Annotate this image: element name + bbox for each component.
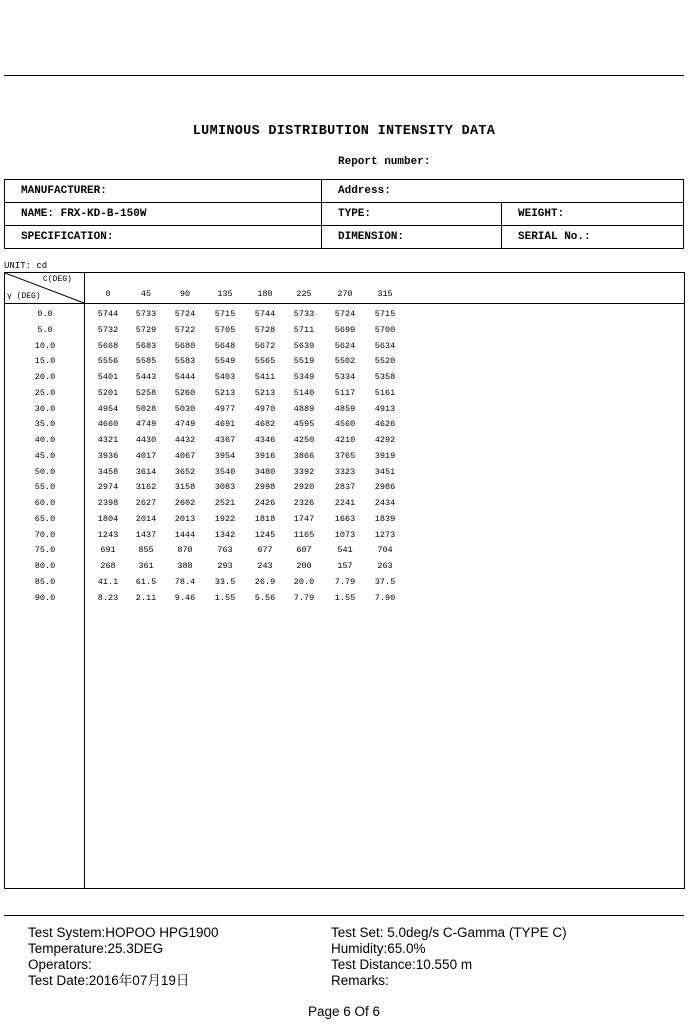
intensity-cell: 5711 (293, 324, 315, 335)
intensity-cell: 78.4 (174, 576, 196, 587)
intensity-cell: 3919 (374, 450, 396, 461)
intensity-cell: 7.79 (334, 576, 356, 587)
gamma-angle-cell: 0.0 (37, 309, 53, 319)
address-field: Address: (322, 180, 684, 203)
grid-divider-vertical (84, 273, 85, 888)
intensity-cell: 5733 (135, 309, 157, 319)
intensity-cell: 1342 (214, 529, 236, 540)
intensity-cell: 2521 (214, 498, 236, 508)
gamma-angle-cell: 65.0 (34, 513, 56, 524)
intensity-cell: 4970 (254, 403, 276, 414)
intensity-cell: 5732 (97, 324, 119, 335)
intensity-cell: 4595 (293, 419, 315, 430)
intensity-cell: 5724 (174, 309, 196, 319)
intensity-cell: 4859 (334, 403, 356, 414)
intensity-cell: 691 (100, 545, 116, 556)
c-angle-header: 180 (257, 289, 273, 299)
intensity-cell: 2013 (174, 513, 196, 524)
intensity-cell: 5715 (374, 309, 396, 319)
c-angle-header: 225 (296, 289, 312, 299)
intensity-cell: 5729 (135, 324, 157, 335)
gamma-angle-cell: 15.0 (34, 356, 56, 367)
intensity-cell: 704 (377, 545, 393, 556)
intensity-cell: 5334 (334, 372, 356, 382)
intensity-cell: 361 (138, 561, 154, 571)
intensity-cell: 1922 (214, 513, 236, 524)
intensity-cell: 4913 (374, 403, 396, 414)
intensity-cell: 4977 (214, 403, 236, 414)
c-angle-header: 270 (337, 289, 353, 299)
grid-divider-horizontal (5, 303, 684, 304)
intensity-cell: 5349 (293, 372, 315, 382)
gamma-angle-cell: 55.0 (34, 482, 56, 493)
intensity-cell: 5585 (135, 356, 157, 367)
intensity-cell: 5705 (214, 324, 236, 335)
intensity-cell: 2241 (334, 498, 356, 508)
intensity-cell: 5634 (374, 340, 396, 351)
gamma-angle-cell: 40.0 (34, 435, 56, 445)
intensity-cell: 3916 (254, 450, 276, 461)
intensity-cell: 2326 (293, 498, 315, 508)
intensity-cell: 61.5 (135, 576, 157, 587)
report-number: Report number: (338, 156, 431, 168)
intensity-cell: 5519 (293, 356, 315, 367)
gamma-angle-cell: 50.0 (34, 466, 56, 477)
intensity-cell: 293 (217, 561, 233, 571)
intensity-cell: 3458 (97, 466, 119, 477)
page-number: Page 6 Of 6 (307, 1004, 381, 1019)
intensity-cell: 5140 (293, 387, 315, 398)
intensity-cell: 5672 (254, 340, 276, 351)
intensity-cell: 4560 (334, 419, 356, 430)
intensity-cell: 3765 (334, 450, 356, 461)
intensity-cell: 4292 (374, 435, 396, 445)
manufacturer-field: MANUFACTURER: (5, 180, 322, 203)
intensity-cell: 4749 (135, 419, 157, 430)
intensity-cell: 855 (138, 545, 154, 556)
intensity-cell: 5565 (254, 356, 276, 367)
intensity-cell: 4367 (214, 435, 236, 445)
intensity-cell: 2014 (135, 513, 157, 524)
test-distance: Test Distance:10.550 m (331, 957, 473, 972)
weight-field: WEIGHT: (502, 203, 684, 226)
intensity-cell: 268 (100, 561, 116, 571)
intensity-cell: 5403 (214, 372, 236, 382)
intensity-cell: 1663 (334, 513, 356, 524)
c-angle-header: 45 (140, 289, 152, 299)
intensity-cell: 5733 (293, 309, 315, 319)
intensity-cell: 3954 (214, 450, 236, 461)
intensity-cell: 5260 (174, 387, 196, 398)
gamma-angle-cell: 70.0 (34, 529, 56, 540)
intensity-cell: 1444 (174, 529, 196, 540)
intensity-cell: 4346 (254, 435, 276, 445)
intensity-cell: 5444 (174, 372, 196, 382)
intensity-cell: 263 (377, 561, 393, 571)
intensity-cell: 3614 (135, 466, 157, 477)
intensity-cell: 7.90 (374, 592, 396, 603)
intensity-cell: 5639 (293, 340, 315, 351)
test-set: Test Set: 5.0deg/s C-Gamma (TYPE C) (331, 925, 567, 940)
gamma-angle-cell: 20.0 (34, 372, 56, 382)
temperature: Temperature:25.3DEG (28, 941, 164, 956)
intensity-cell: 5358 (374, 372, 396, 382)
intensity-cell: 4067 (174, 450, 196, 461)
gamma-angle-cell: 45.0 (34, 450, 56, 461)
intensity-cell: 2920 (293, 482, 315, 493)
intensity-cell: 5624 (334, 340, 356, 351)
intensity-cell: 5213 (254, 387, 276, 398)
intensity-cell: 1839 (374, 513, 396, 524)
specification-field: SPECIFICATION: (5, 226, 322, 249)
intensity-cell: 4250 (293, 435, 315, 445)
intensity-cell: 3323 (334, 466, 356, 477)
intensity-cell: 2602 (174, 498, 196, 508)
intensity-cell: 5443 (135, 372, 157, 382)
test-date: Test Date:2016年07月19日 (28, 973, 190, 988)
intensity-cell: 1.55 (214, 592, 236, 603)
intensity-cell: 5724 (334, 309, 356, 319)
c-angle-header: 315 (377, 289, 393, 299)
gamma-angle-cell: 60.0 (34, 498, 56, 508)
intensity-cell: 1747 (293, 513, 315, 524)
gamma-angle-cell: 75.0 (34, 545, 56, 556)
c-angle-label: C(DEG) (43, 275, 72, 284)
intensity-cell: 200 (296, 561, 312, 571)
intensity-cell: 157 (337, 561, 353, 571)
footer-left (28, 925, 219, 989)
intensity-cell: 5680 (174, 340, 196, 351)
dimension-field: DIMENSION: (322, 226, 502, 249)
intensity-cell: 33.5 (214, 576, 236, 587)
intensity-cell: 3866 (293, 450, 315, 461)
intensity-cell: 4691 (214, 419, 236, 430)
intensity-cell: 388 (177, 561, 193, 571)
intensity-cell: 763 (217, 545, 233, 556)
intensity-cell: 20.0 (293, 576, 315, 587)
intensity-cell: 5258 (135, 387, 157, 398)
intensity-cell: 3451 (374, 466, 396, 477)
intensity-cell: 9.46 (174, 592, 196, 603)
page-title: LUMINOUS DISTRIBUTION INTENSITY DATA (192, 124, 496, 139)
intensity-cell: 5028 (135, 403, 157, 414)
intensity-cell: 3083 (214, 482, 236, 493)
intensity-cell: 3936 (97, 450, 119, 461)
unit-label: UNIT: cd (4, 261, 48, 271)
intensity-cell: 5030 (174, 403, 196, 414)
intensity-cell: 2627 (135, 498, 157, 508)
intensity-cell: 5648 (214, 340, 236, 351)
intensity-data-grid (4, 272, 685, 889)
intensity-cell: 1243 (97, 529, 119, 540)
humidity: Humidity:65.0% (331, 941, 426, 956)
intensity-cell: 2974 (97, 482, 119, 493)
intensity-cell: 4210 (334, 435, 356, 445)
intensity-cell: 5715 (214, 309, 236, 319)
intensity-cell: 5549 (214, 356, 236, 367)
footer-right (331, 925, 567, 989)
info-table (4, 179, 684, 249)
intensity-cell: 4430 (135, 435, 157, 445)
top-rule (4, 75, 684, 76)
intensity-cell: 5502 (334, 356, 356, 367)
gamma-angle-cell: 90.0 (34, 592, 56, 603)
intensity-cell: 3158 (174, 482, 196, 493)
intensity-cell: 243 (257, 561, 273, 571)
intensity-cell: 2426 (254, 498, 276, 508)
intensity-cell: 2434 (374, 498, 396, 508)
intensity-cell: 4432 (174, 435, 196, 445)
intensity-cell: 1245 (254, 529, 276, 540)
intensity-cell: 1818 (254, 513, 276, 524)
intensity-cell: 677 (257, 545, 273, 556)
intensity-cell: 3480 (254, 466, 276, 477)
gamma-angle-cell: 10.0 (34, 340, 56, 351)
intensity-cell: 5.56 (254, 592, 276, 603)
remarks: Remarks: (331, 973, 389, 988)
intensity-cell: 2998 (254, 482, 276, 493)
serial-field: SERIAL No.: (502, 226, 684, 249)
intensity-cell: 4682 (254, 419, 276, 430)
intensity-cell: 4954 (97, 403, 119, 414)
intensity-cell: 4749 (174, 419, 196, 430)
intensity-cell: 5583 (174, 356, 196, 367)
gamma-angle-cell: 25.0 (34, 387, 56, 398)
footer-rule (4, 915, 684, 916)
intensity-cell: 5556 (97, 356, 119, 367)
intensity-cell: 1.55 (334, 592, 356, 603)
c-angle-header: 0 (105, 289, 111, 299)
intensity-cell: 5700 (374, 324, 396, 335)
intensity-cell: 5728 (254, 324, 276, 335)
intensity-cell: 41.1 (97, 576, 119, 587)
intensity-cell: 4889 (293, 403, 315, 414)
intensity-cell: 5117 (334, 387, 356, 398)
intensity-cell: 5744 (254, 309, 276, 319)
intensity-cell: 4017 (135, 450, 157, 461)
intensity-cell: 2398 (97, 498, 119, 508)
intensity-cell: 5699 (334, 324, 356, 335)
intensity-cell: 5201 (97, 387, 119, 398)
intensity-cell: 1073 (334, 529, 356, 540)
gamma-angle-label: γ (DEG) (7, 292, 41, 301)
intensity-cell: 5744 (97, 309, 119, 319)
gamma-angle-cell: 5.0 (37, 324, 53, 335)
type-field: TYPE: (322, 203, 502, 226)
intensity-cell: 3540 (214, 466, 236, 477)
intensity-cell: 3162 (135, 482, 157, 493)
c-angle-header: 135 (217, 289, 233, 299)
intensity-cell: 1273 (374, 529, 396, 540)
intensity-cell: 2986 (374, 482, 396, 493)
gamma-angle-cell: 30.0 (34, 403, 56, 414)
intensity-cell: 5401 (97, 372, 119, 382)
intensity-cell: 1804 (97, 513, 119, 524)
intensity-cell: 4321 (97, 435, 119, 445)
intensity-cell: 870 (177, 545, 193, 556)
intensity-cell: 1165 (293, 529, 315, 540)
intensity-cell: 7.79 (293, 592, 315, 603)
c-angle-header: 90 (179, 289, 191, 299)
intensity-cell: 4626 (374, 419, 396, 430)
intensity-cell: 541 (337, 545, 353, 556)
intensity-cell: 3392 (293, 466, 315, 477)
intensity-cell: 37.5 (374, 576, 396, 587)
intensity-cell: 5683 (135, 340, 157, 351)
intensity-cell: 5161 (374, 387, 396, 398)
intensity-cell: 5520 (374, 356, 396, 367)
gamma-angle-cell: 35.0 (34, 419, 56, 430)
intensity-cell: 3652 (174, 466, 196, 477)
intensity-cell: 2.11 (135, 592, 157, 603)
intensity-cell: 5668 (97, 340, 119, 351)
intensity-cell: 5411 (254, 372, 276, 382)
gamma-angle-cell: 80.0 (34, 561, 56, 571)
intensity-cell: 5213 (214, 387, 236, 398)
operators: Operators: (28, 957, 92, 972)
gamma-angle-cell: 85.0 (34, 576, 56, 587)
intensity-cell: 607 (296, 545, 312, 556)
intensity-cell: 8.23 (97, 592, 119, 603)
intensity-cell: 5722 (174, 324, 196, 335)
intensity-cell: 26.9 (254, 576, 276, 587)
intensity-cell: 1437 (135, 529, 157, 540)
intensity-cell: 2837 (334, 482, 356, 493)
intensity-cell: 4660 (97, 419, 119, 430)
test-system: Test System:HOPOO HPG1900 (28, 925, 219, 940)
name-field: NAME: FRX-KD-B-150W (5, 203, 322, 226)
